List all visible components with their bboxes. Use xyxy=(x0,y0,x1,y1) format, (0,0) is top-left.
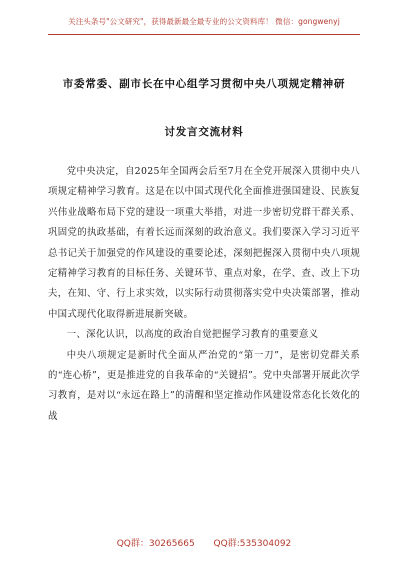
paragraph-section-1: 中央八项规定是新时代全面从严治党的“第一刀”，是密切党群关系的“连心桥”，更是推进党的自我革命的“关键招”。党中央部署开展此次学习教育，是对以“永远在路上”的清醒和坚定推动作风建设常态化长效化的战 xyxy=(48,349,360,422)
paragraph-intro: 党中央决定，自2025年全国两会后至7月在全党开展深入贯彻中央八项规定精神学习教育。这是在以中国式现代化全面推进强国建设、民族复兴伟业战略布局下党的建设一项重大举措，对进一步密切党群干群关系、巩固党的执政基础，有着长远而深刻的政治意义。我们要深入学习习近平总书记关于加强党的作风建设的重要论述，深刻把握深入贯彻中央八项规定精神学习教育的目标任务、关键环节、重点对象，在学、查、改上下功夫，在知、守、行上求实效，以实际行动贯彻落实党中央决策部署，推动中国式现代化取得新进展新突破。 xyxy=(48,166,360,320)
footer-contact xyxy=(0,536,408,549)
document-title-line-2: 讨发言交流材料 xyxy=(164,126,244,138)
section-heading-1: 一、深化认识，以高度的政治自觉把握学习教育的重要意义 xyxy=(66,329,319,341)
footer-qq-group-2: QQ群:535304092 xyxy=(213,539,292,549)
document-body xyxy=(48,162,360,427)
document-title-line-1: 市委常委、副市长在中心组学习贯彻中央八项规定精神研 xyxy=(62,78,346,90)
footer-qq-group-1: QQ群：30265665 xyxy=(116,539,195,549)
header-banner: 关注头条号"公文研究"，获得最新最全最专业的公文资料库！ 微信：gongwenyj xyxy=(68,17,340,26)
header-divider xyxy=(48,34,360,35)
